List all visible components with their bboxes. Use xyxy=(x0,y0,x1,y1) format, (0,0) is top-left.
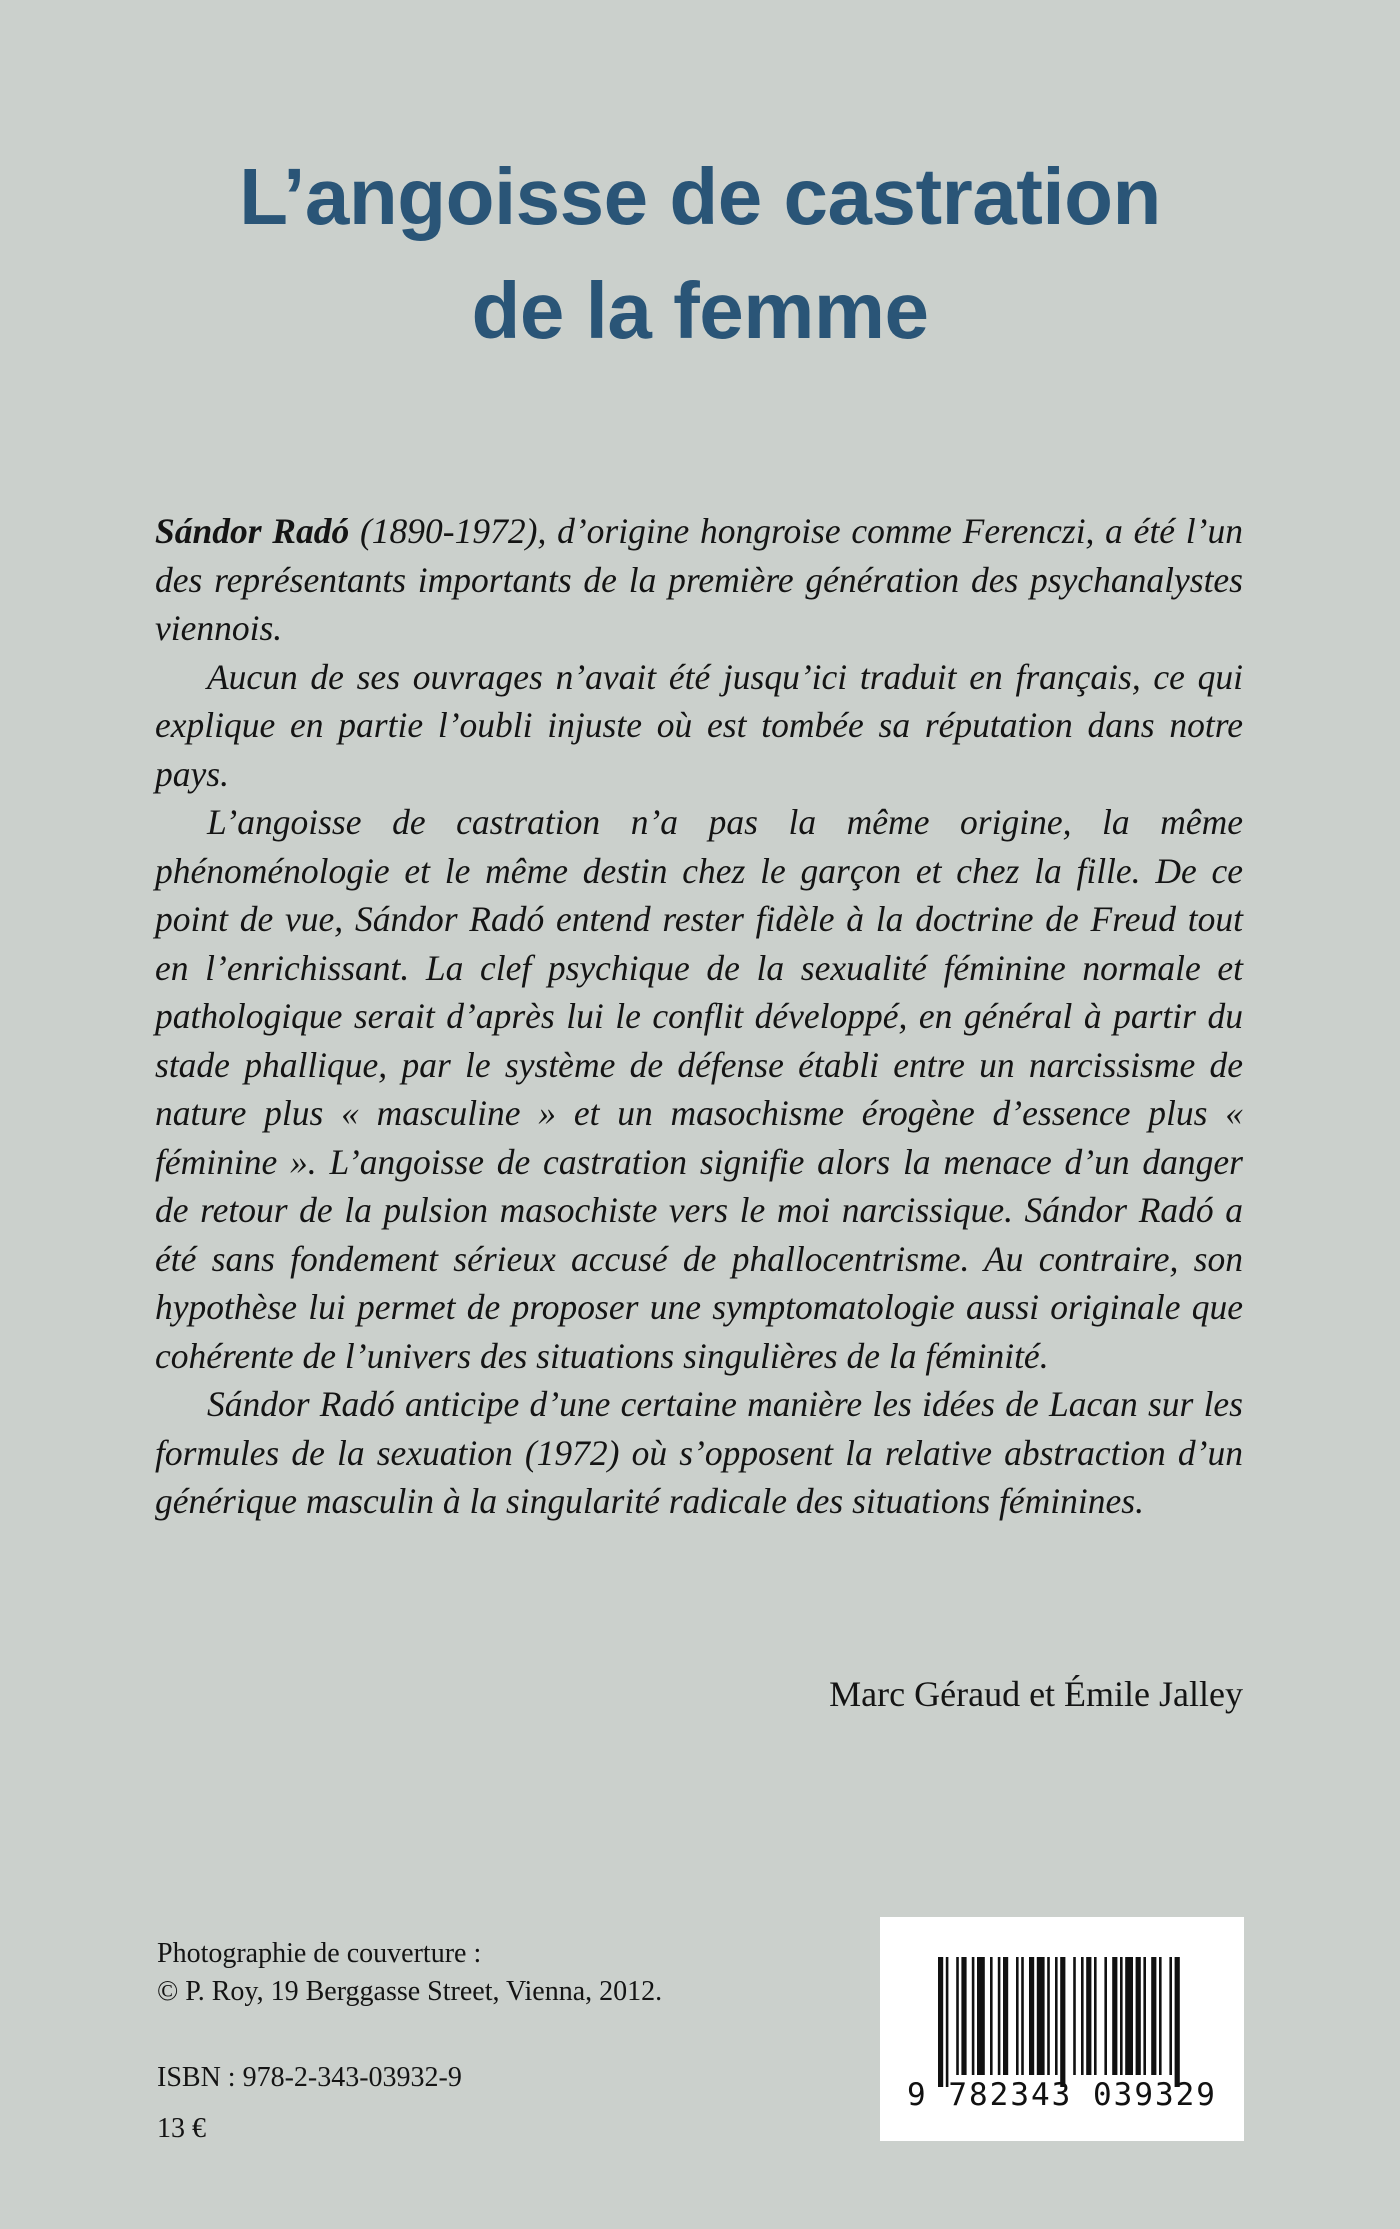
photo-credits-value: © P. Roy, 19 Berggasse Street, Vienna, 2012. xyxy=(157,1976,663,2007)
barcode-bar xyxy=(1021,1957,1024,2075)
barcode-bar xyxy=(1037,1957,1045,2075)
signature: Marc Géraud et Émile Jalley xyxy=(829,1674,1243,1714)
barcode-bar xyxy=(1136,1957,1141,2075)
barcode-bar xyxy=(1120,1957,1123,2075)
barcode-bar xyxy=(1104,1957,1107,2075)
price: 13 € xyxy=(157,2113,206,2144)
barcode-bar xyxy=(1151,1957,1156,2075)
barcode-bars xyxy=(938,1957,1188,2087)
isbn: ISBN : 978-2-343-03932-9 xyxy=(157,2062,462,2093)
paragraph-3: L’angoisse de castration n’a pas la même origine, la même phénoménologie et le même destin chez le garçon et chez la fille. De ce point de vue, Sándor Radó entend rester fidèle à la doctrine de Freud tout en l’enrichissant. La clef psychique de la sexualité féminine normale et pathologique serait d’après lui le conflit développé, en général à partir du stade phallique, par le système de défense établi entre un narcissisme de nature plus « masculine » et un masochisme érogène d’essence plus « féminine ». L’angoisse de castration signifie alors la menace d’un danger de retour de la pulsion masochiste vers le moi narcissique. Sándor Radó a été sans fondement sérieux accusé de phallocentrisme. Au contraire, son hypothèse lui permet de proposer une symptomatologie aussi originale que cohérente de l’univers des situations singulières de la féminité. xyxy=(155,802,1243,1376)
barcode xyxy=(880,1917,1244,2141)
barcode-bar xyxy=(1047,1957,1050,2075)
barcode-digits: 9 782343 039329 xyxy=(907,2077,1217,2113)
paragraph-4: Sándor Radó anticipe d’une certaine manière les idées de Lacan sur les formules de la sexuation (1972) où s’opposent la relative abstraction d’un générique masculin à la singularité radicale des situations féminines. xyxy=(155,1384,1243,1521)
barcode-bar xyxy=(1159,1957,1162,2075)
barcode-bar xyxy=(990,1957,993,2075)
barcode-bar xyxy=(1086,1957,1091,2075)
barcode-bar xyxy=(1055,1957,1058,2075)
barcode-bar xyxy=(977,1957,985,2075)
barcode-bar xyxy=(1029,1957,1034,2075)
barcode-bar xyxy=(1073,1957,1076,2075)
barcode-bar xyxy=(1169,1957,1172,2075)
barcode-bar xyxy=(1143,1957,1146,2075)
paragraph-1 xyxy=(155,507,1243,653)
photo-credits xyxy=(157,1935,662,2011)
paragraph-1-text: (1890-1972), d’origine hongroise comme Ferenczi, a été l’un des représentants importants de la première génération des psychanalystes viennois. xyxy=(155,511,1243,648)
back-cover-blurb xyxy=(155,507,1243,1526)
barcode-bar xyxy=(1060,1957,1065,2087)
photo-credits-label: Photographie de couverture : xyxy=(157,1938,482,1969)
barcode-bar xyxy=(1112,1957,1117,2075)
barcode-bar xyxy=(998,1957,1001,2075)
paragraph-2: Aucun de ses ouvrages n’avait été jusqu’ici traduit en français, ce qui explique en partie l’oubli injuste où est tombée sa réputation dans notre pays. xyxy=(155,656,1243,794)
barcode-bar xyxy=(1003,1957,1008,2075)
barcode-bar xyxy=(1125,1957,1133,2075)
title-line-1: L’angoisse de castration xyxy=(239,152,1161,241)
title-line-2: de la femme xyxy=(471,266,929,355)
barcode-bar xyxy=(1094,1957,1097,2075)
barcode-bar xyxy=(1081,1957,1084,2075)
barcode-bar xyxy=(972,1957,975,2075)
barcode-bar xyxy=(961,1957,966,2075)
barcode-bar xyxy=(1016,1957,1019,2075)
book-title xyxy=(0,140,1400,368)
barcode-bar xyxy=(946,1957,949,2087)
barcode-bar xyxy=(956,1957,959,2075)
barcode-bar xyxy=(938,1957,943,2087)
barcode-bar xyxy=(1175,1957,1180,2087)
author-name: Sándor Radó xyxy=(155,511,350,551)
